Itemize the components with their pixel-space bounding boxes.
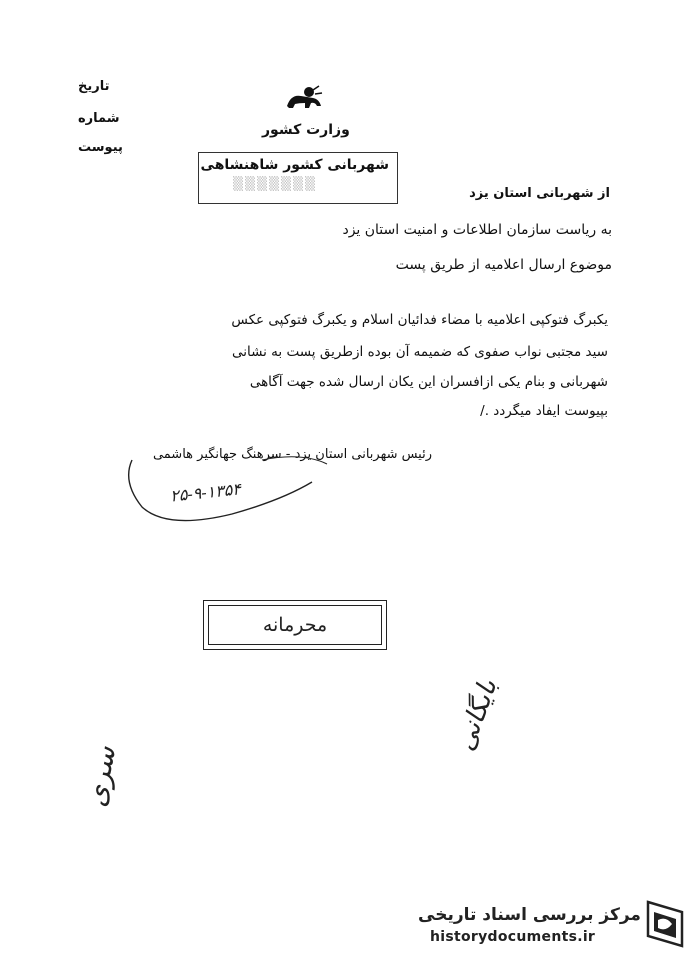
signature-date: ۲۵-۹-۱۳۵۴ [169, 479, 242, 506]
classification-text: محرمانه [208, 605, 382, 645]
archive-url: historydocuments.ir [430, 929, 596, 945]
handwritten-note-right: بایگانی [450, 675, 504, 755]
body-line: یکبرگ فتوکپی اعلامیه با مضاء فدائیان اسلام و یکبرگ فتوکپی عکس [231, 312, 608, 328]
archive-title: مرکز بررسی اسناد تاریخی [418, 905, 641, 925]
number-label: شماره [78, 111, 120, 126]
from-line: از شهربانی استان یزد [469, 186, 610, 201]
body-line: سید مجتبی نواب صفوی که ضمیمه آن بوده ازطریق پست به نشانی [231, 344, 608, 360]
subject-line: موضوع ارسال اعلامیه از طریق پست [395, 257, 612, 273]
archive-logo-icon [642, 898, 688, 950]
classification-stamp [203, 600, 387, 650]
ministry-title: وزارت کشور [262, 122, 350, 138]
police-header-stamp [198, 152, 398, 204]
signature-line: رئیس شهربانی استان یزد - سرهنگ جهانگیر هاشمی [152, 447, 432, 462]
stamp-smudge: ▒▒▒▒▒▒▒ [233, 177, 317, 192]
handwritten-note-left: سری [78, 743, 122, 810]
to-line: به ریاست سازمان اطلاعات و امنیت استان یزد [342, 222, 612, 238]
police-stamp-title: شهربانی کشور شاهنشاهی [200, 157, 389, 173]
body-line: بپیوست ایفاد میگردد ./ [480, 403, 608, 419]
attachment-label: پیوست [78, 140, 123, 155]
lion-sun-emblem-icon [283, 84, 325, 112]
body-line: شهربانی و بنام یکی ازافسران این یکان ارسال شده جهت آگاهی [249, 374, 608, 390]
date-label: تاریخ [78, 79, 110, 94]
